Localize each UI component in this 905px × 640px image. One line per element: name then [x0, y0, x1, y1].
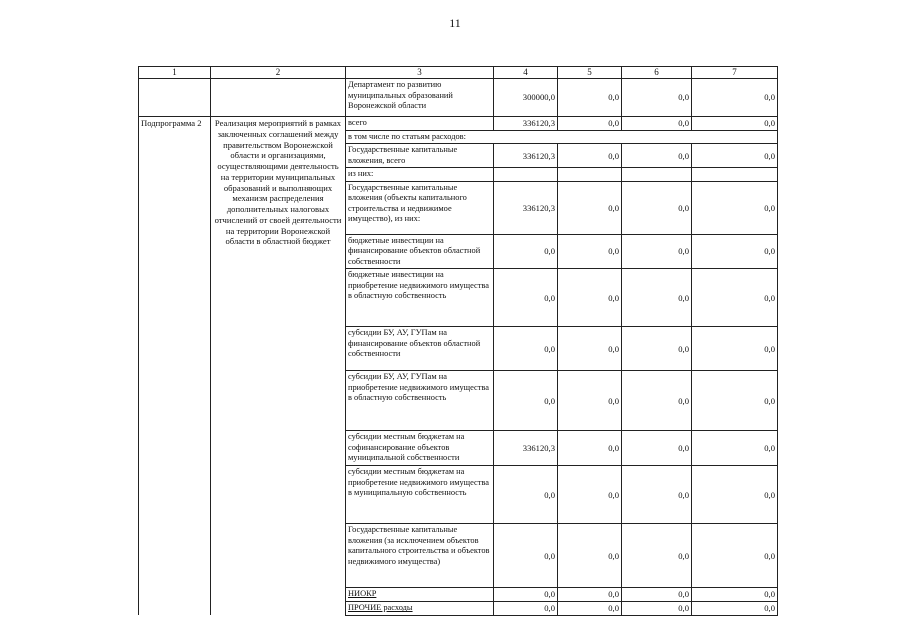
value-col-5: 0,0	[558, 431, 622, 466]
value-col-5: 0,0	[558, 269, 622, 327]
table-row	[139, 117, 778, 131]
value-col-5: 0,0	[558, 371, 622, 431]
value-col-6: 0,0	[622, 327, 692, 371]
empty-cell	[494, 168, 558, 182]
value-col-5: 0,0	[558, 327, 622, 371]
header-row	[139, 67, 778, 79]
value-col-4: 0,0	[494, 466, 558, 524]
empty-cell	[558, 168, 622, 182]
subprogram-code: Подпрограмма 2	[139, 117, 211, 616]
empty-cell	[211, 79, 346, 117]
value-col-6: 0,0	[622, 181, 692, 234]
row-description: субсидии местным бюджетам на софинансирование объектов муниципальной собственности	[346, 431, 494, 466]
value-col-6: 0,0	[622, 466, 692, 524]
value-col-6: 0,0	[622, 117, 692, 131]
value-col-7: 0,0	[692, 602, 778, 616]
value-col-5: 0,0	[558, 466, 622, 524]
value-col-7: 0,0	[692, 371, 778, 431]
value-col-4: 0,0	[494, 371, 558, 431]
value-col-4: 0,0	[494, 588, 558, 602]
value-col-7: 0,0	[692, 79, 778, 117]
header-col-3: 3	[346, 67, 494, 79]
value-col-7: 0,0	[692, 524, 778, 588]
header-col-7: 7	[692, 67, 778, 79]
empty-cell	[622, 168, 692, 182]
value-col-5: 0,0	[558, 234, 622, 269]
value-col-4: 336120,3	[494, 431, 558, 466]
value-col-4: 336120,3	[494, 181, 558, 234]
value-col-7: 0,0	[692, 431, 778, 466]
value-col-5: 0,0	[558, 79, 622, 117]
value-col-7: 0,0	[692, 269, 778, 327]
header-col-4: 4	[494, 67, 558, 79]
value-col-4: 336120,3	[494, 117, 558, 131]
header-col-6: 6	[622, 67, 692, 79]
header-col-2: 2	[211, 67, 346, 79]
row-description: Государственные капитальные вложения (за исключением объектов капитального строительства и объектов недвижимого имущества)	[346, 524, 494, 588]
row-description: субсидии БУ, АУ, ГУПам на финансирование объектов областной собственности	[346, 327, 494, 371]
table-row	[139, 79, 778, 117]
value-col-5: 0,0	[558, 588, 622, 602]
value-col-4: 0,0	[494, 327, 558, 371]
empty-cell	[139, 79, 211, 117]
value-col-7: 0,0	[692, 327, 778, 371]
header-col-1: 1	[139, 67, 211, 79]
value-col-5: 0,0	[558, 602, 622, 616]
row-description: субсидии местным бюджетам на приобретение недвижимого имущества в муниципальную собственность	[346, 466, 494, 524]
value-col-4: 0,0	[494, 524, 558, 588]
expenditure-table	[138, 66, 778, 616]
value-col-4: 0,0	[494, 269, 558, 327]
row-description: НИОКР	[346, 588, 494, 602]
row-description: субсидии БУ, АУ, ГУПам на приобретение недвижимого имущества в областную собственность	[346, 371, 494, 431]
value-col-6: 0,0	[622, 602, 692, 616]
value-col-6: 0,0	[622, 371, 692, 431]
value-col-4: 300000,0	[494, 79, 558, 117]
empty-cell	[692, 168, 778, 182]
value-col-7: 0,0	[692, 466, 778, 524]
header-col-5: 5	[558, 67, 622, 79]
value-col-6: 0,0	[622, 144, 692, 168]
value-col-7: 0,0	[692, 117, 778, 131]
value-col-6: 0,0	[622, 588, 692, 602]
value-col-6: 0,0	[622, 234, 692, 269]
value-col-6: 0,0	[622, 79, 692, 117]
value-col-7: 0,0	[692, 181, 778, 234]
value-col-7: 0,0	[692, 234, 778, 269]
row-description: ПРОЧИЕ расходы	[346, 602, 494, 616]
row-description: в том числе по статьям расходов:	[346, 130, 778, 144]
value-col-5: 0,0	[558, 524, 622, 588]
value-col-5: 0,0	[558, 117, 622, 131]
value-col-6: 0,0	[622, 524, 692, 588]
row-description: бюджетные инвестиции на приобретение недвижимого имущества в областную собственность	[346, 269, 494, 327]
page-number: 11	[449, 16, 461, 30]
row-description: бюджетные инвестиции на финансирование объектов областной собственности	[346, 234, 494, 269]
value-col-5: 0,0	[558, 144, 622, 168]
row-description: всего	[346, 117, 494, 131]
value-col-4: 0,0	[494, 234, 558, 269]
row-description: Департамент по развитию муниципальных образований Воронежской области	[346, 79, 494, 117]
value-col-4: 336120,3	[494, 144, 558, 168]
value-col-6: 0,0	[622, 269, 692, 327]
subprogram-name: Реализация мероприятий в рамках заключенных соглашений между правительством Воронежской области и организациями, осуществляющими деятельность на территории муниципальных образований и выполняющих механизм распределения дополнительных налоговых отчислений от своей деятельности на территории Воронежской области в областной бюджет	[211, 117, 346, 616]
value-col-7: 0,0	[692, 588, 778, 602]
row-description: из них:	[346, 168, 494, 182]
row-description: Государственные капитальные вложения, всего	[346, 144, 494, 168]
value-col-6: 0,0	[622, 431, 692, 466]
value-col-7: 0,0	[692, 144, 778, 168]
value-col-4: 0,0	[494, 602, 558, 616]
row-description: Государственные капитальные вложения (объекты капитального строительства и недвижимое имущество), из них:	[346, 181, 494, 234]
value-col-5: 0,0	[558, 181, 622, 234]
